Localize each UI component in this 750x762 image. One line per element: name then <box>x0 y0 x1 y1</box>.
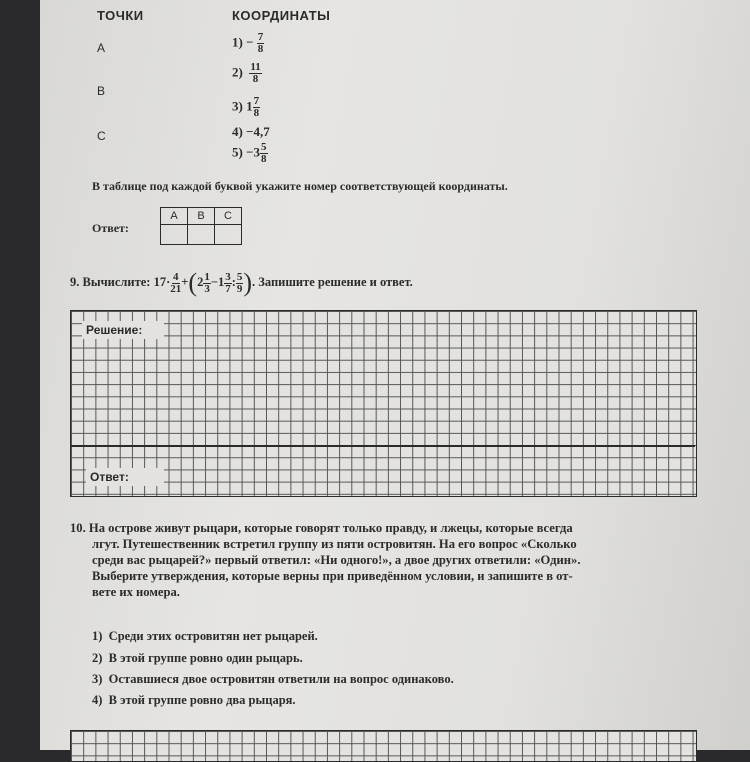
task8-instruction: В таблице под каждой буквой укажите номер соответствующей координаты. <box>92 179 508 193</box>
task9-answer-label: Ответ: <box>86 468 164 486</box>
point-b: B <box>97 84 106 98</box>
task9-number: 9. <box>70 274 80 289</box>
task8-answer-label: Ответ: <box>92 221 129 235</box>
option-1: 1) − $\frac{7}{8}$ <box>232 31 264 55</box>
answer-header-b: B <box>188 208 215 225</box>
answer-cell-a[interactable] <box>161 225 188 245</box>
solution-grid[interactable] <box>70 310 697 497</box>
task9-expression: 9. Вычислите: 17· $\frac{4}{21}$ +(2 $\frac{1}{3}$ −1 $\frac{3}{7}$ : $\frac{5}{9}$ ). Запишите решение и ответ. <box>70 268 413 297</box>
worksheet-page <box>40 0 750 750</box>
statement-4: 4) В этой группе ровно два рыцаря. <box>92 693 296 707</box>
option-5: 5) −3 $\frac{5}{8}$ <box>232 141 267 165</box>
answer-divider <box>70 445 695 447</box>
statement-3: 3) Оставшиеся двое островитян ответили на вопрос одинаково. <box>92 672 454 686</box>
option-3: 3) 1 $\frac{7}{8}$ <box>232 95 260 119</box>
option-4: 4) −4,7 <box>232 124 270 139</box>
task10-number: 10. <box>70 521 86 535</box>
coordinates-header: КООРДИНАТЫ <box>232 8 331 23</box>
statement-2: 2) В этой группе ровно один рыцарь. <box>92 651 303 665</box>
answer-header-c: C <box>215 208 242 225</box>
answer-header-a: A <box>161 208 188 225</box>
statement-1: 1) Среди этих островитян нет рыцарей. <box>92 629 318 643</box>
solution-label: Решение: <box>82 321 164 339</box>
answer-cell-b[interactable] <box>188 225 215 245</box>
answer-table <box>160 207 242 245</box>
point-a: A <box>97 41 106 55</box>
point-c: C <box>97 129 106 143</box>
task10-answer-grid[interactable] <box>70 730 697 762</box>
answer-cell-c[interactable] <box>215 225 242 245</box>
task10-text: 10. На острове живут рыцари, которые говорят только правду, и лжецы, которые всегда лгут. Путешественник встретил группу из пяти островитян. На его вопрос «Сколько среди вас рыцарей?» первый ответил: «Ни одного!», а двое других ответили: «Один». Выберите утверждения, которые верны при приведённом условии, и запишите в от- вете их номера. <box>70 521 581 599</box>
points-header: ТОЧКИ <box>97 8 144 23</box>
option-2: 2) $\frac{11}{8}$ <box>232 61 261 85</box>
